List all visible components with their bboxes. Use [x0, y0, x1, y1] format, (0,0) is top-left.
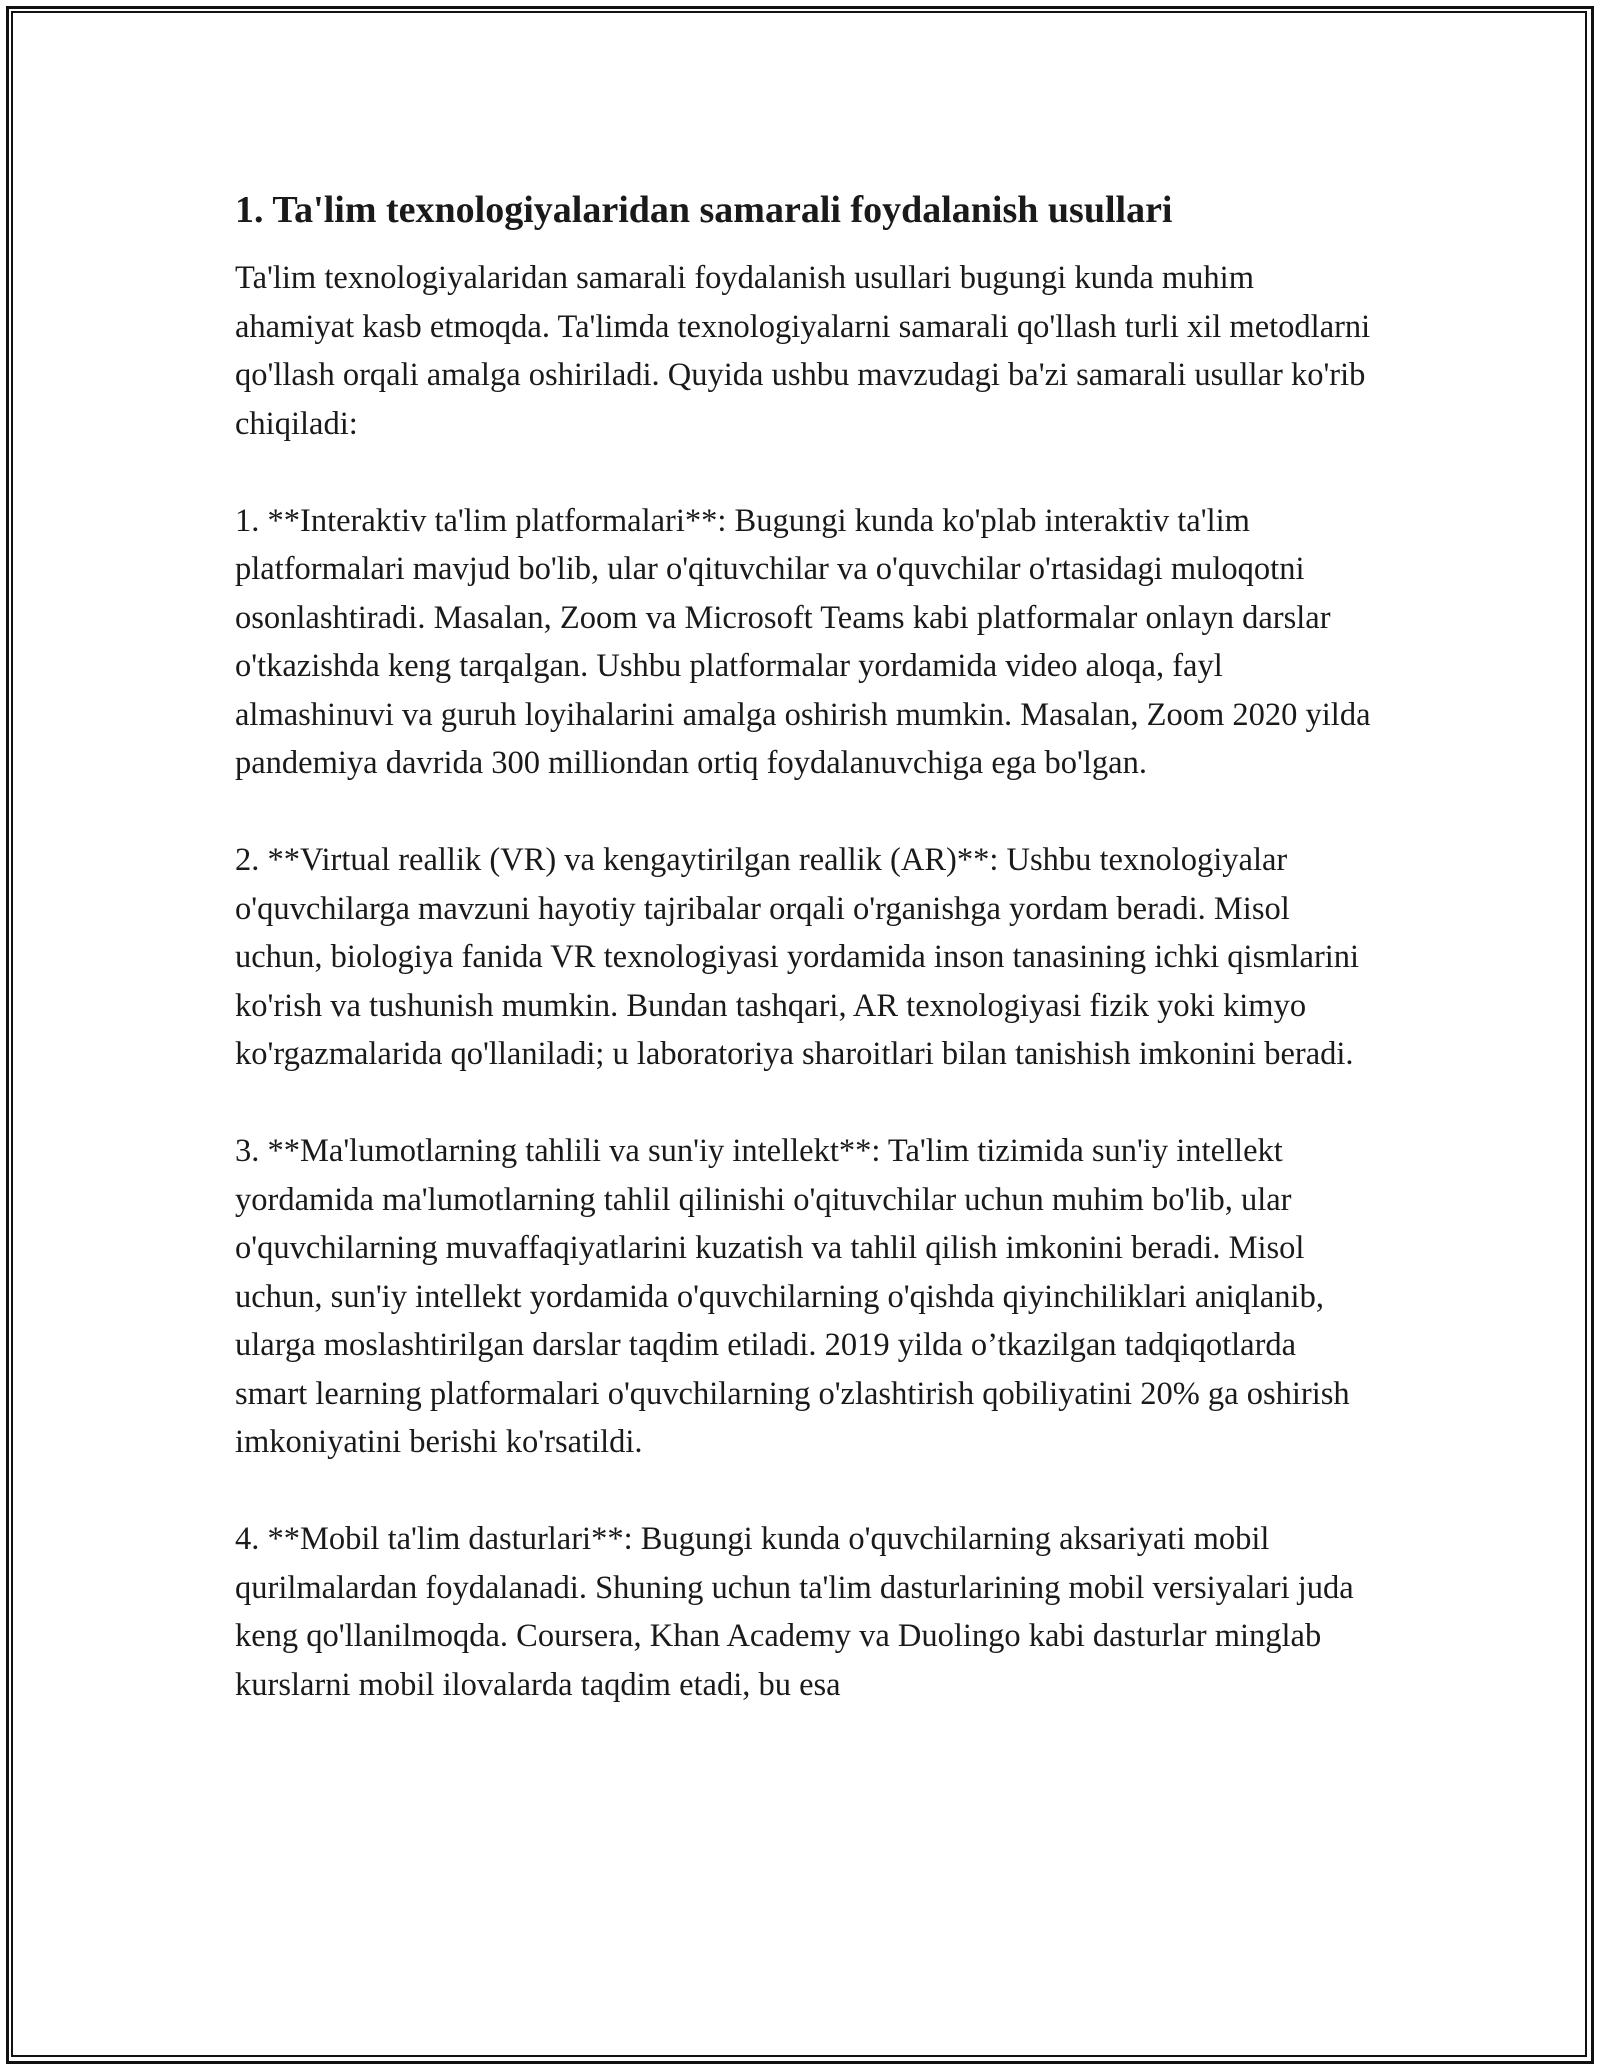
paragraph-vr-ar: 2. **Virtual reallik (VR) va kengaytirilgan reallik (AR)**: Ushbu texnologiyalar o'quvchilarga mavzuni hayotiy tajribalar orqali o'rganishga yordam beradi. Misol uchun, biologiya fanida VR texnologiyasi yordamida inson tanasining ichki qismlarini ko'rish va tushunish mumkin. Bundan tashqari, AR texnologiyasi fizik yoki kimyo ko'rgazmalarida qo'llaniladi; u laboratoriya sharoitlari bilan tanishish imkonini beradi.: [235, 842, 1360, 1072]
paragraph-mobile-learning: 4. **Mobil ta'lim dasturlari**: Bugungi kunda o'quvchilarning aksariyati mobil qurilmalardan foydalanadi. Shuning uchun ta'lim dasturlarining mobil versiyalari juda keng qo'llanilmoqda. Coursera, Khan Academy va Duolingo kabi dasturlar minglab kurslarni mobil ilovalarda taqdim etadi, bu esa: [235, 1521, 1354, 1703]
paragraph-data-analysis-ai: 3. **Ma'lumotlarning tahlili va sun'iy intellekt**: Ta'lim tizimida sun'iy intellekt yordamida ma'lumotlarning tahlil qilinishi o'qituvchilar uchun muhim bo'lib, ular o'quvchilarning muvaffaqiyatlarini kuzatish va tahlil qilish imkonini beradi. Misol uchun, sun'iy intellekt yordamida o'quvchilarning o'qishda qiyinchiliklari aniqlanib, ularga moslashtirilgan darslar taqdim etiladi. 2019 yilda o’tkazilgan tadqiqotlarda smart learning platformalari o'quvchilarning o'zlashtirish qobiliyatini 20% ga oshirish imkoniyatini berishi ko'rsatildi.: [235, 1133, 1350, 1460]
section-heading: 1. Ta'lim texnologiyalaridan samarali foydalanish usullari: [235, 189, 1173, 231]
paragraph-interactive-platforms: 1. **Interaktiv ta'lim platformalari**: Bugungi kunda ko'plab interaktiv ta'lim platformalari mavjud bo'lib, ular o'qituvchilar va o'quvchilar o'rtasidagi muloqotni osonlashtiradi. Masalan, Zoom va Microsoft Teams kabi platformalar onlayn darslar o'tkazishda keng tarqalgan. Ushbu platformalar yordamida video aloqa, fayl almashinuvi va guruh loyihalarini amalga oshirish mumkin. Masalan, Zoom 2020 yilda pandemiya davrida 300 milliondan ortiq foydalanuvchiga ega bo'lgan.: [235, 502, 1371, 781]
document-body: [235, 186, 1375, 1709]
intro-paragraph: Ta'lim texnologiyalaridan samarali foydalanish usullari bugungi kunda muhim ahamiyat kasb etmoqda. Ta'limda texnologiyalarni samarali qo'llash turli xil metodlarni qo'llash orqali amalga oshiriladi. Quyida ushbu mavzudagi ba'zi samarali usullar ko'rib chiqiladi:: [235, 260, 1371, 442]
